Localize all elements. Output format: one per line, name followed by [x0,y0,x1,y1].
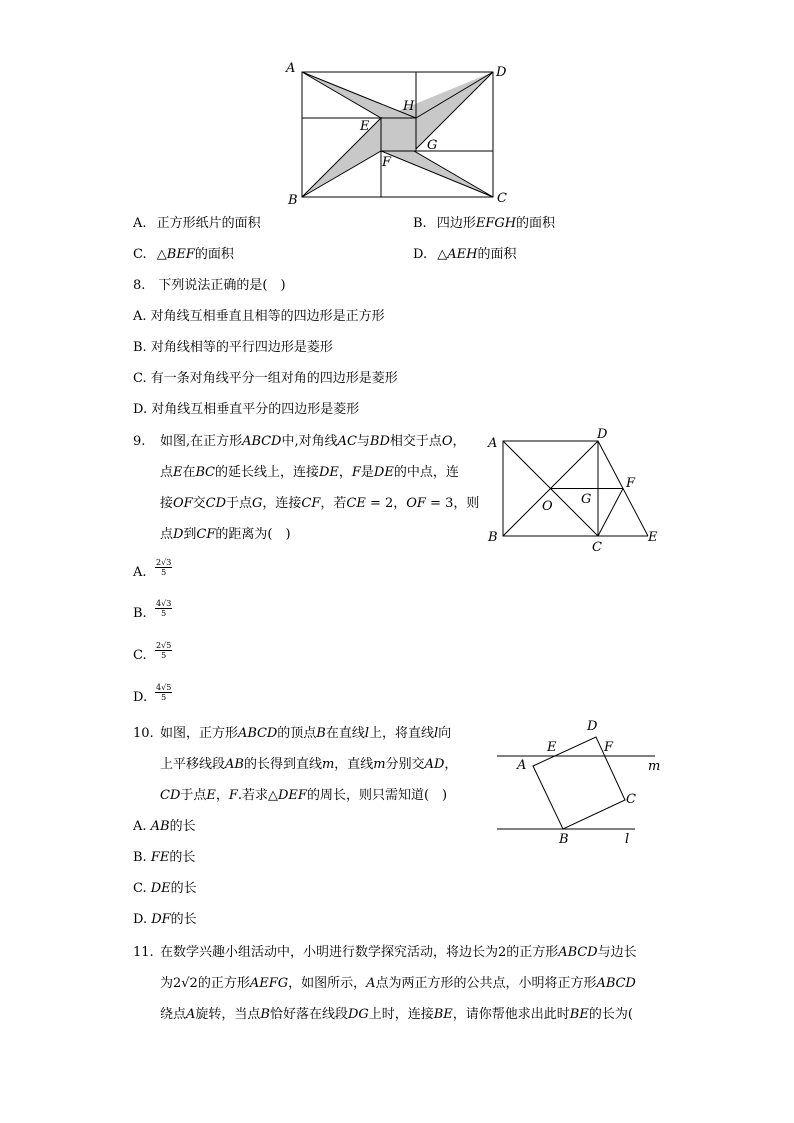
q10-label-A: A [517,758,527,773]
q9-option-a-den: 5 [161,568,167,577]
q10-label-l: l [625,832,630,847]
q7-option-b [413,215,555,233]
q9-label-D: D [597,427,608,442]
q9-label-B: B [488,530,498,545]
q8-option-d: D. 对角线互相垂直平分的四边形是菱形 [133,402,360,417]
q10-option-c: C. 𝐷𝐸的长 [133,881,197,896]
q8-stem: 8. 下列说法正确的是( ) [133,278,286,293]
q7-label-G: G [427,138,438,153]
q9-label-C: C [592,540,602,553]
q7-option-c [133,246,234,264]
q7-label-F: F [382,155,392,170]
q7-label-H: H [403,99,415,114]
q10-label-D: D [587,719,598,734]
q11-line-1: 在数学兴趣小组活动中，小明进行数学探究活动，将边长为2的正方形𝐴𝐵𝐶𝐷与边长 [160,945,637,960]
q9-label-E: E [648,530,658,545]
q9-option-d-fraction [155,683,172,702]
q9-line-2: 点𝐸在𝐵𝐶的延长线上，连接𝐷𝐸，𝐹是𝐷𝐸的中点，连 [160,465,459,480]
q8-option-c: C. 有一条对角线平分一组对角的四边形是菱形 [133,371,398,386]
q9-option-c-num: 2√5 [156,641,172,650]
q7-option-b-text: 四边形𝐸𝐹𝐺𝐻的面积 [436,216,556,231]
q10-label-m: m [648,759,661,774]
q7-label-E: E [360,119,370,134]
q9-figure [483,425,663,553]
q7-figure [280,58,520,210]
q9-option-a-num: 2√3 [156,558,172,567]
q7-option-d [413,246,516,264]
q7-option-d-letter: D. [413,247,428,262]
q10-line-1: 如图，正方形𝐴𝐵𝐶𝐷的顶点𝐵在直线𝑙上，将直线𝑙向 [160,726,452,741]
q10-option-a: A. 𝐴𝐵的长 [133,819,196,834]
q9-option-d-den: 5 [161,693,167,702]
q10-option-d: D. 𝐷𝐹的长 [133,912,197,927]
q9-option-b-letter: B. [133,606,147,621]
q7-option-c-letter: C. [133,247,147,262]
q10-option-b: B. 𝐹𝐸的长 [133,850,196,865]
q9-option-d-num: 4√5 [156,683,172,692]
q7-label-B: B [288,193,298,208]
q10-line-2: 上平移线段𝐴𝐵的长得到直线𝑚，直线𝑚分别交𝐴𝐷， [160,757,458,772]
q8-option-a: A. 对角线互相垂直且相等的四边形是正方形 [133,309,385,324]
q9-line-1: 如图,在正方形𝐴𝐵𝐶𝐷中,对角线𝐴𝐶与𝐵𝐷相交于点𝑂， [160,434,466,449]
q9-label-O: O [542,499,553,514]
q11-line-2: 为2√2的正方形𝐴𝐸𝐹𝐺，如图所示，𝐴点为两正方形的公共点，小明将正方形𝐴𝐵𝐶𝐷 [160,976,636,991]
q9-option-c-den: 5 [161,651,167,660]
q7-option-b-letter: B. [413,216,427,231]
q7-option-a-text: 正方形纸片的面积 [156,216,261,231]
q10-number: 10. [133,726,154,741]
q9-number: 9. [133,434,146,449]
q9-option-c-fraction [155,641,172,660]
q9-option-b-fraction [155,599,172,618]
q9-option-b-num: 4√3 [156,599,172,608]
q7-option-c-text: △𝐵𝐸𝐹的面积 [156,247,234,262]
q9-line-4: 点𝐷到𝐶𝐹的距离为( ) [160,527,291,542]
q9-option-d-letter: D. [133,690,148,705]
q9-label-A: A [488,436,498,451]
q7-label-C: C [497,191,507,206]
q8-option-b: B. 对角线相等的平行四边形是菱形 [133,340,333,355]
q9-option-a-letter: A. [133,565,147,580]
q7-label-A: A [286,61,296,76]
q11-line-3: 绕点𝐴旋转，当点𝐵恰好落在线段𝐷𝐺上时，连接𝐵𝐸，请你帮他求出此时𝐵𝐸的长为( [160,1007,633,1022]
q7-option-d-text: △𝐴𝐸𝐻的面积 [437,247,517,262]
q11-number: 11. [133,945,154,960]
q10-label-B: B [559,832,569,847]
q9-option-b-den: 5 [161,609,167,618]
q10-figure [495,715,665,850]
q10-label-C: C [626,792,636,807]
q7-label-D: D [496,65,507,80]
q10-label-E: E [547,740,557,755]
q7-option-a [133,215,261,233]
q9-option-a-fraction [155,558,172,577]
q9-label-F: F [626,476,636,491]
q10-label-F: F [604,740,614,755]
q9-option-c-letter: C. [133,648,147,663]
q9-line-3: 接𝑂𝐹交𝐶𝐷于点𝐺，连接𝐶𝐹，若𝐶𝐸 = 2，𝑂𝐹 = 3，则 [160,496,480,511]
q9-label-G: G [581,492,592,507]
q10-line-3: 𝐶𝐷于点𝐸，𝐹.若求△𝐷𝐸𝐹的周长，则只需知道( ) [160,788,448,803]
q7-option-a-letter: A. [133,216,147,231]
